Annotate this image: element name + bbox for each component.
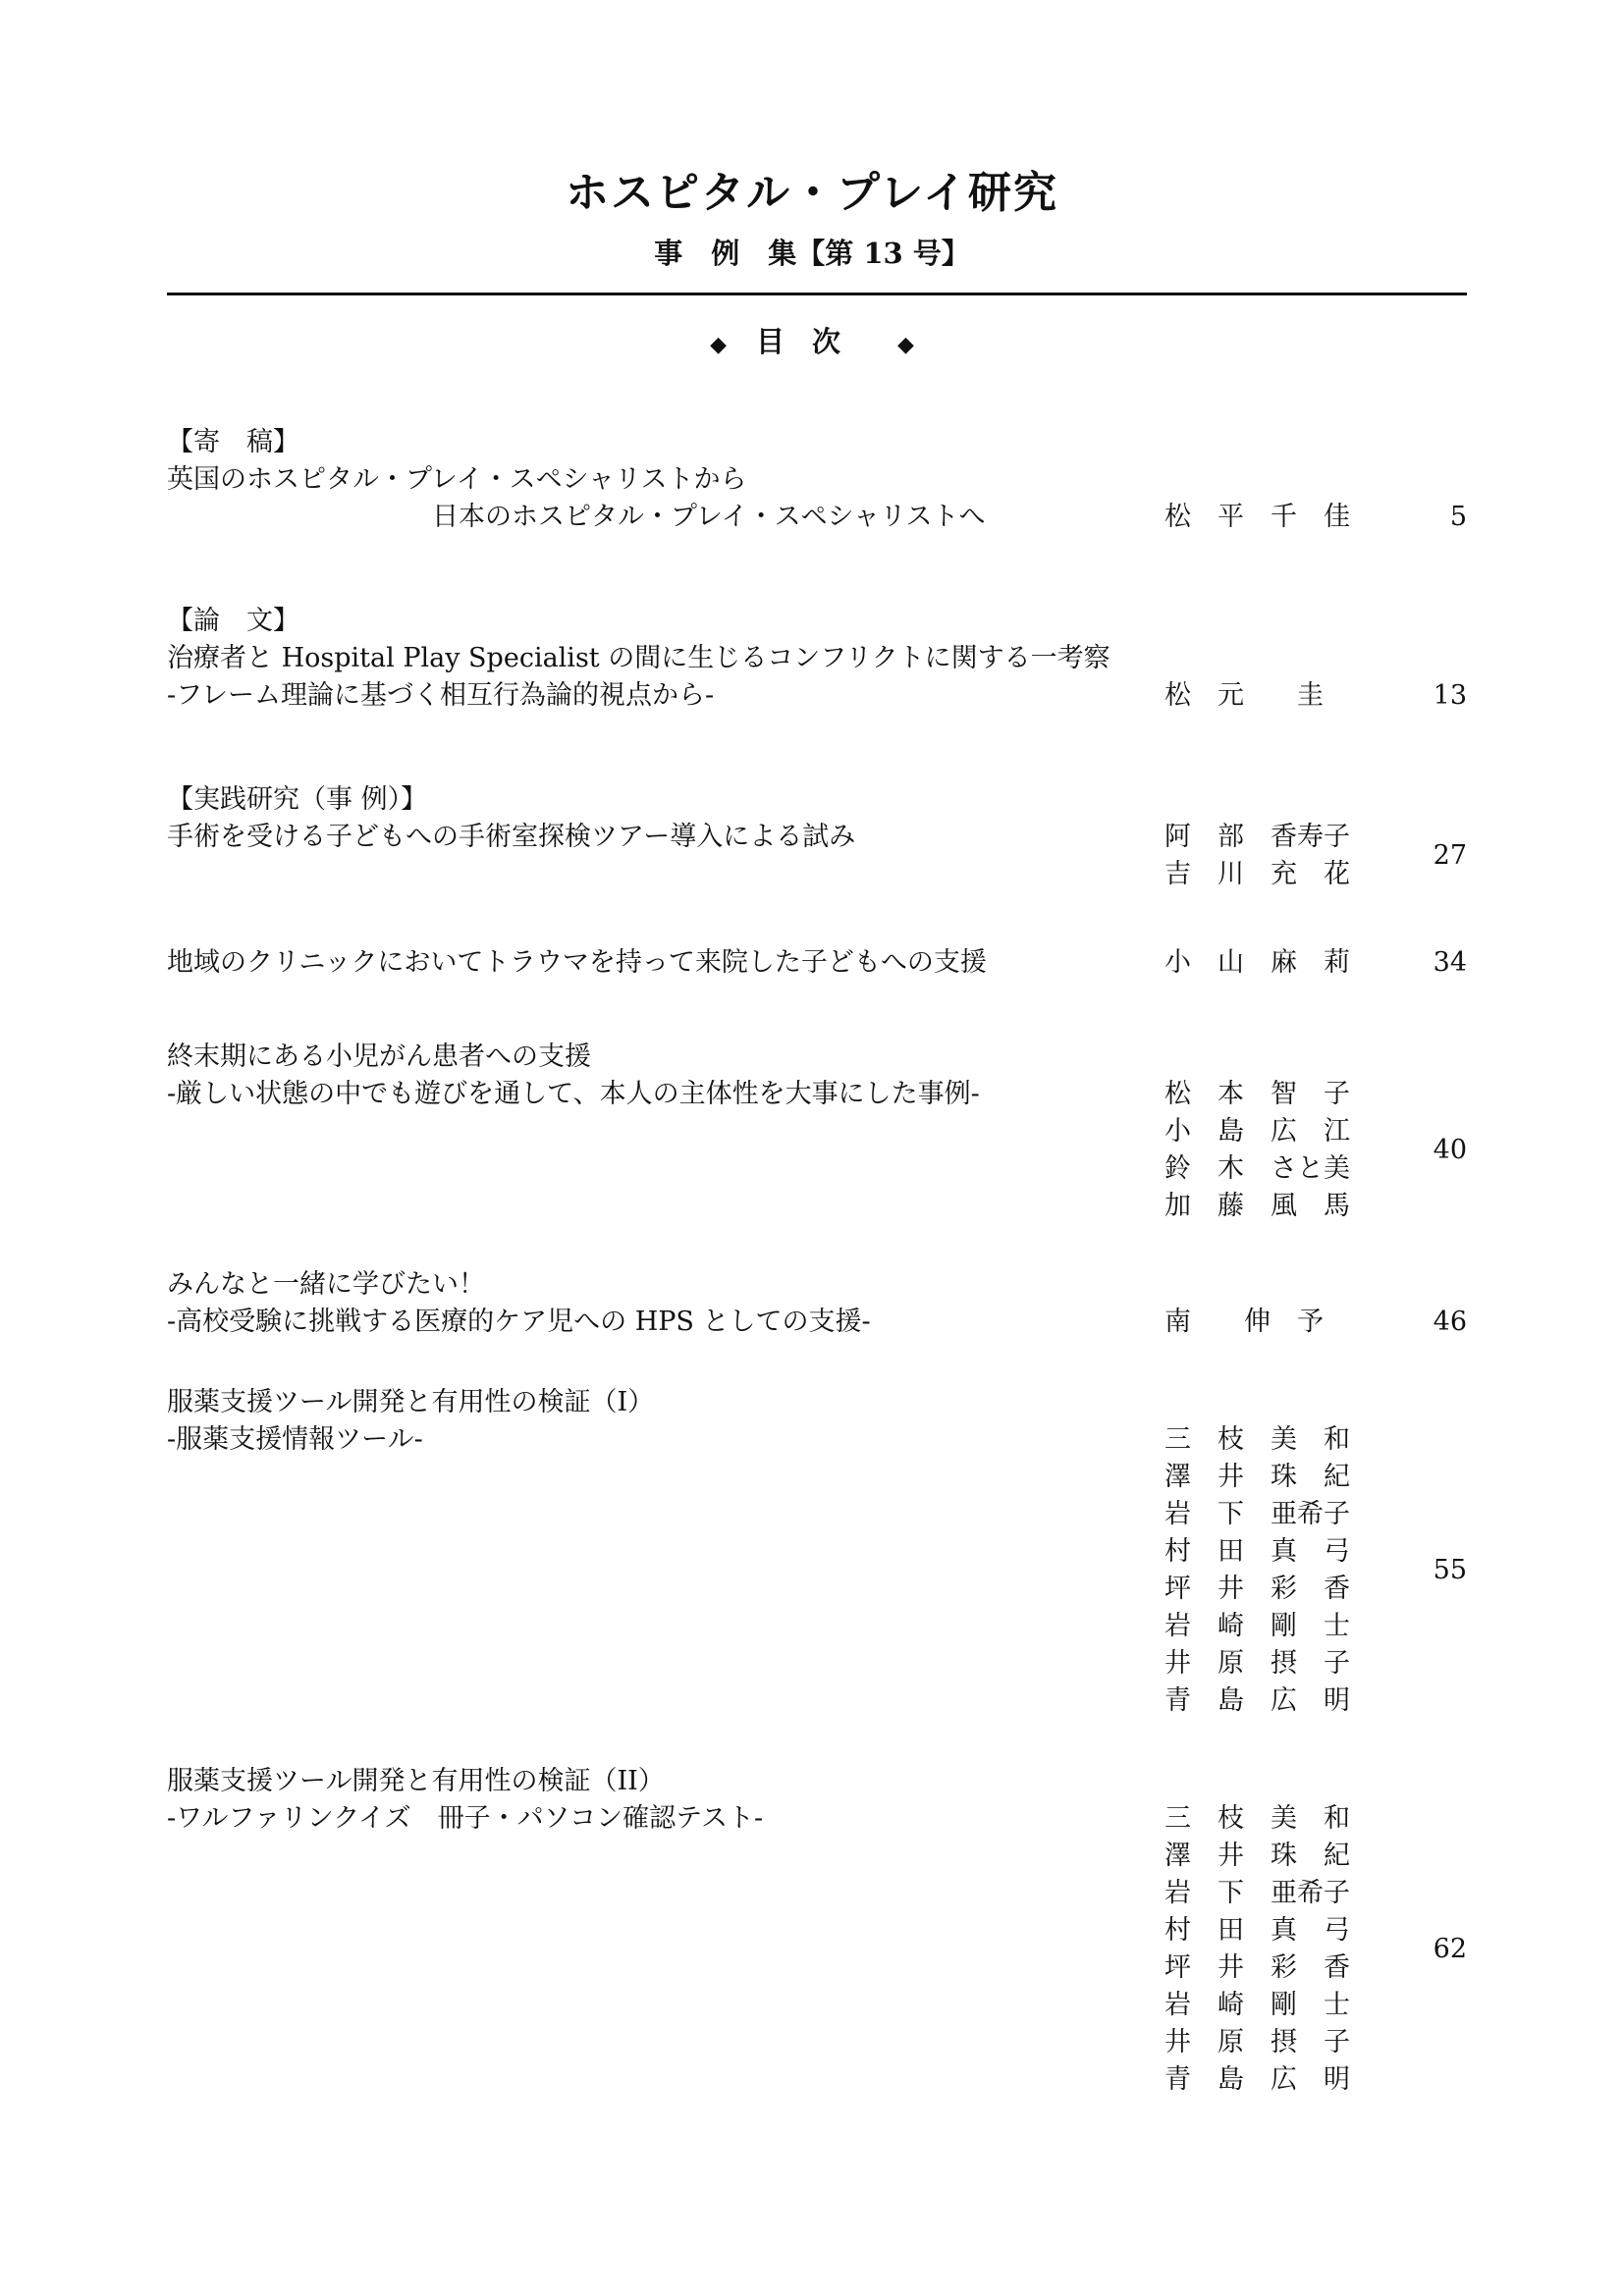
toc-entry[interactable] bbox=[167, 1039, 1467, 1225]
author-name: 岩 下 亜希子 bbox=[1164, 1499, 1350, 1529]
entry-page-number[interactable]: 5 bbox=[1449, 502, 1467, 532]
author-name: 小 山 麻 莉 bbox=[1164, 947, 1350, 978]
author-name: 阿 部 香寿子 bbox=[1164, 822, 1350, 852]
entry-authors bbox=[1164, 1800, 1390, 2099]
entry-authors bbox=[1164, 677, 1390, 715]
entry-authors bbox=[1164, 819, 1390, 893]
author-name: 小 島 広 江 bbox=[1164, 1116, 1350, 1147]
author-name: 岩 崎 剛 士 bbox=[1164, 1611, 1350, 1641]
author-name: 岩 崎 剛 士 bbox=[1164, 1990, 1350, 2020]
author-name: 松 元 圭 bbox=[1164, 680, 1324, 711]
entry-authors bbox=[1164, 1304, 1390, 1341]
toc-entry[interactable] bbox=[167, 1763, 1467, 2099]
author-name: 加 藤 風 馬 bbox=[1164, 1191, 1350, 1221]
author-name: 井 原 摂 子 bbox=[1164, 1648, 1350, 1679]
author-name: 坪 井 彩 香 bbox=[1164, 1574, 1350, 1604]
toc-entry[interactable] bbox=[167, 819, 1467, 893]
entry-title-line: -フレーム理論に基づく相互行為論的視点から- bbox=[167, 680, 715, 711]
author-name: 吉 川 充 花 bbox=[1164, 859, 1350, 889]
entry-title-line: 英国のホスピタル・プレイ・スペシャリストから bbox=[167, 464, 747, 495]
entry-authors bbox=[1164, 944, 1390, 982]
author-name: 村 田 真 弓 bbox=[1164, 1536, 1350, 1567]
author-name: 三 枝 美 和 bbox=[1164, 1803, 1350, 1834]
header-divider bbox=[167, 293, 1467, 295]
section-label: 【論 文】 bbox=[167, 606, 299, 636]
entry-title-line: 終末期にある小児がん患者への支援 bbox=[167, 1041, 591, 1072]
toc-entry[interactable] bbox=[167, 1384, 1467, 1720]
entry-title-line: -厳しい状態の中でも遊びを通して、本人の主体性を大事にした事例- bbox=[167, 1079, 980, 1109]
entry-page-number[interactable]: 46 bbox=[1433, 1307, 1467, 1337]
toc-entry[interactable] bbox=[167, 1266, 1467, 1341]
entry-page-number[interactable]: 62 bbox=[1433, 1934, 1467, 1964]
author-name: 三 枝 美 和 bbox=[1164, 1424, 1350, 1455]
author-name: 澤 井 珠 紀 bbox=[1164, 1462, 1350, 1492]
entry-page-number[interactable]: 13 bbox=[1433, 680, 1467, 711]
author-name: 青 島 広 明 bbox=[1164, 2064, 1350, 2095]
entry-title-line: -高校受験に挑戦する医療的ケア児への HPS としての支援- bbox=[167, 1307, 871, 1337]
page-title: ホスピタル・プレイ研究 bbox=[565, 168, 1059, 218]
entry-title-line: 日本のホスピタル・プレイ・スペシャリストへ bbox=[432, 502, 986, 532]
author-name: 澤 井 珠 紀 bbox=[1164, 1841, 1350, 1871]
author-name: 青 島 広 明 bbox=[1164, 1685, 1350, 1716]
author-name: 松 本 智 子 bbox=[1164, 1079, 1350, 1109]
toc-heading-text: 目次 bbox=[755, 325, 868, 358]
toc-entry[interactable] bbox=[167, 944, 1467, 982]
entry-authors bbox=[1164, 1076, 1390, 1225]
diamond-left-icon: ◆ bbox=[710, 332, 727, 357]
toc-entry[interactable] bbox=[167, 461, 1467, 536]
entry-authors bbox=[1164, 1421, 1390, 1720]
entry-title-line: 手術を受ける子どもへの手術室探検ツアー導入による試み bbox=[167, 822, 856, 852]
author-name: 村 田 真 弓 bbox=[1164, 1915, 1350, 1946]
entry-title-line: -ワルファリンクイズ 冊子・パソコン確認テスト- bbox=[167, 1803, 764, 1834]
entry-title-line: -服薬支援情報ツール- bbox=[167, 1424, 423, 1455]
section-label: 【実践研究（事 例）】 bbox=[167, 784, 428, 815]
entry-title-line: 服薬支援ツール開発と有用性の検証（II） bbox=[167, 1766, 665, 1796]
author-name: 井 原 摂 子 bbox=[1164, 2027, 1350, 2057]
entry-title-line: 服薬支援ツール開発と有用性の検証（I） bbox=[167, 1387, 655, 1417]
author-name: 南 伸 予 bbox=[1164, 1307, 1324, 1337]
author-name: 坪 井 彩 香 bbox=[1164, 1952, 1350, 1983]
toc-entry[interactable] bbox=[167, 640, 1467, 715]
entry-title-line: 地域のクリニックにおいてトラウマを持って来院した子どもへの支援 bbox=[167, 947, 987, 978]
author-name: 松 平 千 佳 bbox=[1164, 502, 1350, 532]
entry-page-number[interactable]: 40 bbox=[1433, 1135, 1467, 1165]
section-label: 【寄 稿】 bbox=[167, 427, 299, 457]
entry-page-number[interactable]: 55 bbox=[1433, 1555, 1467, 1585]
entry-page-number[interactable]: 27 bbox=[1433, 840, 1467, 871]
entry-authors bbox=[1164, 499, 1390, 536]
entry-page-number[interactable]: 34 bbox=[1433, 947, 1467, 978]
toc-heading bbox=[0, 320, 1624, 360]
author-name: 岩 下 亜希子 bbox=[1164, 1878, 1350, 1908]
diamond-right-icon: ◆ bbox=[897, 332, 914, 357]
author-name: 鈴 木 さと美 bbox=[1164, 1153, 1350, 1184]
entry-title-line: 治療者と Hospital Play Specialist の間に生じるコンフリクトに関する一考察 bbox=[167, 643, 1110, 673]
entry-title-line: みんなと一緒に学びたい！ bbox=[167, 1269, 485, 1300]
page-subtitle: 事 例 集【第 13 号】 bbox=[654, 237, 970, 270]
